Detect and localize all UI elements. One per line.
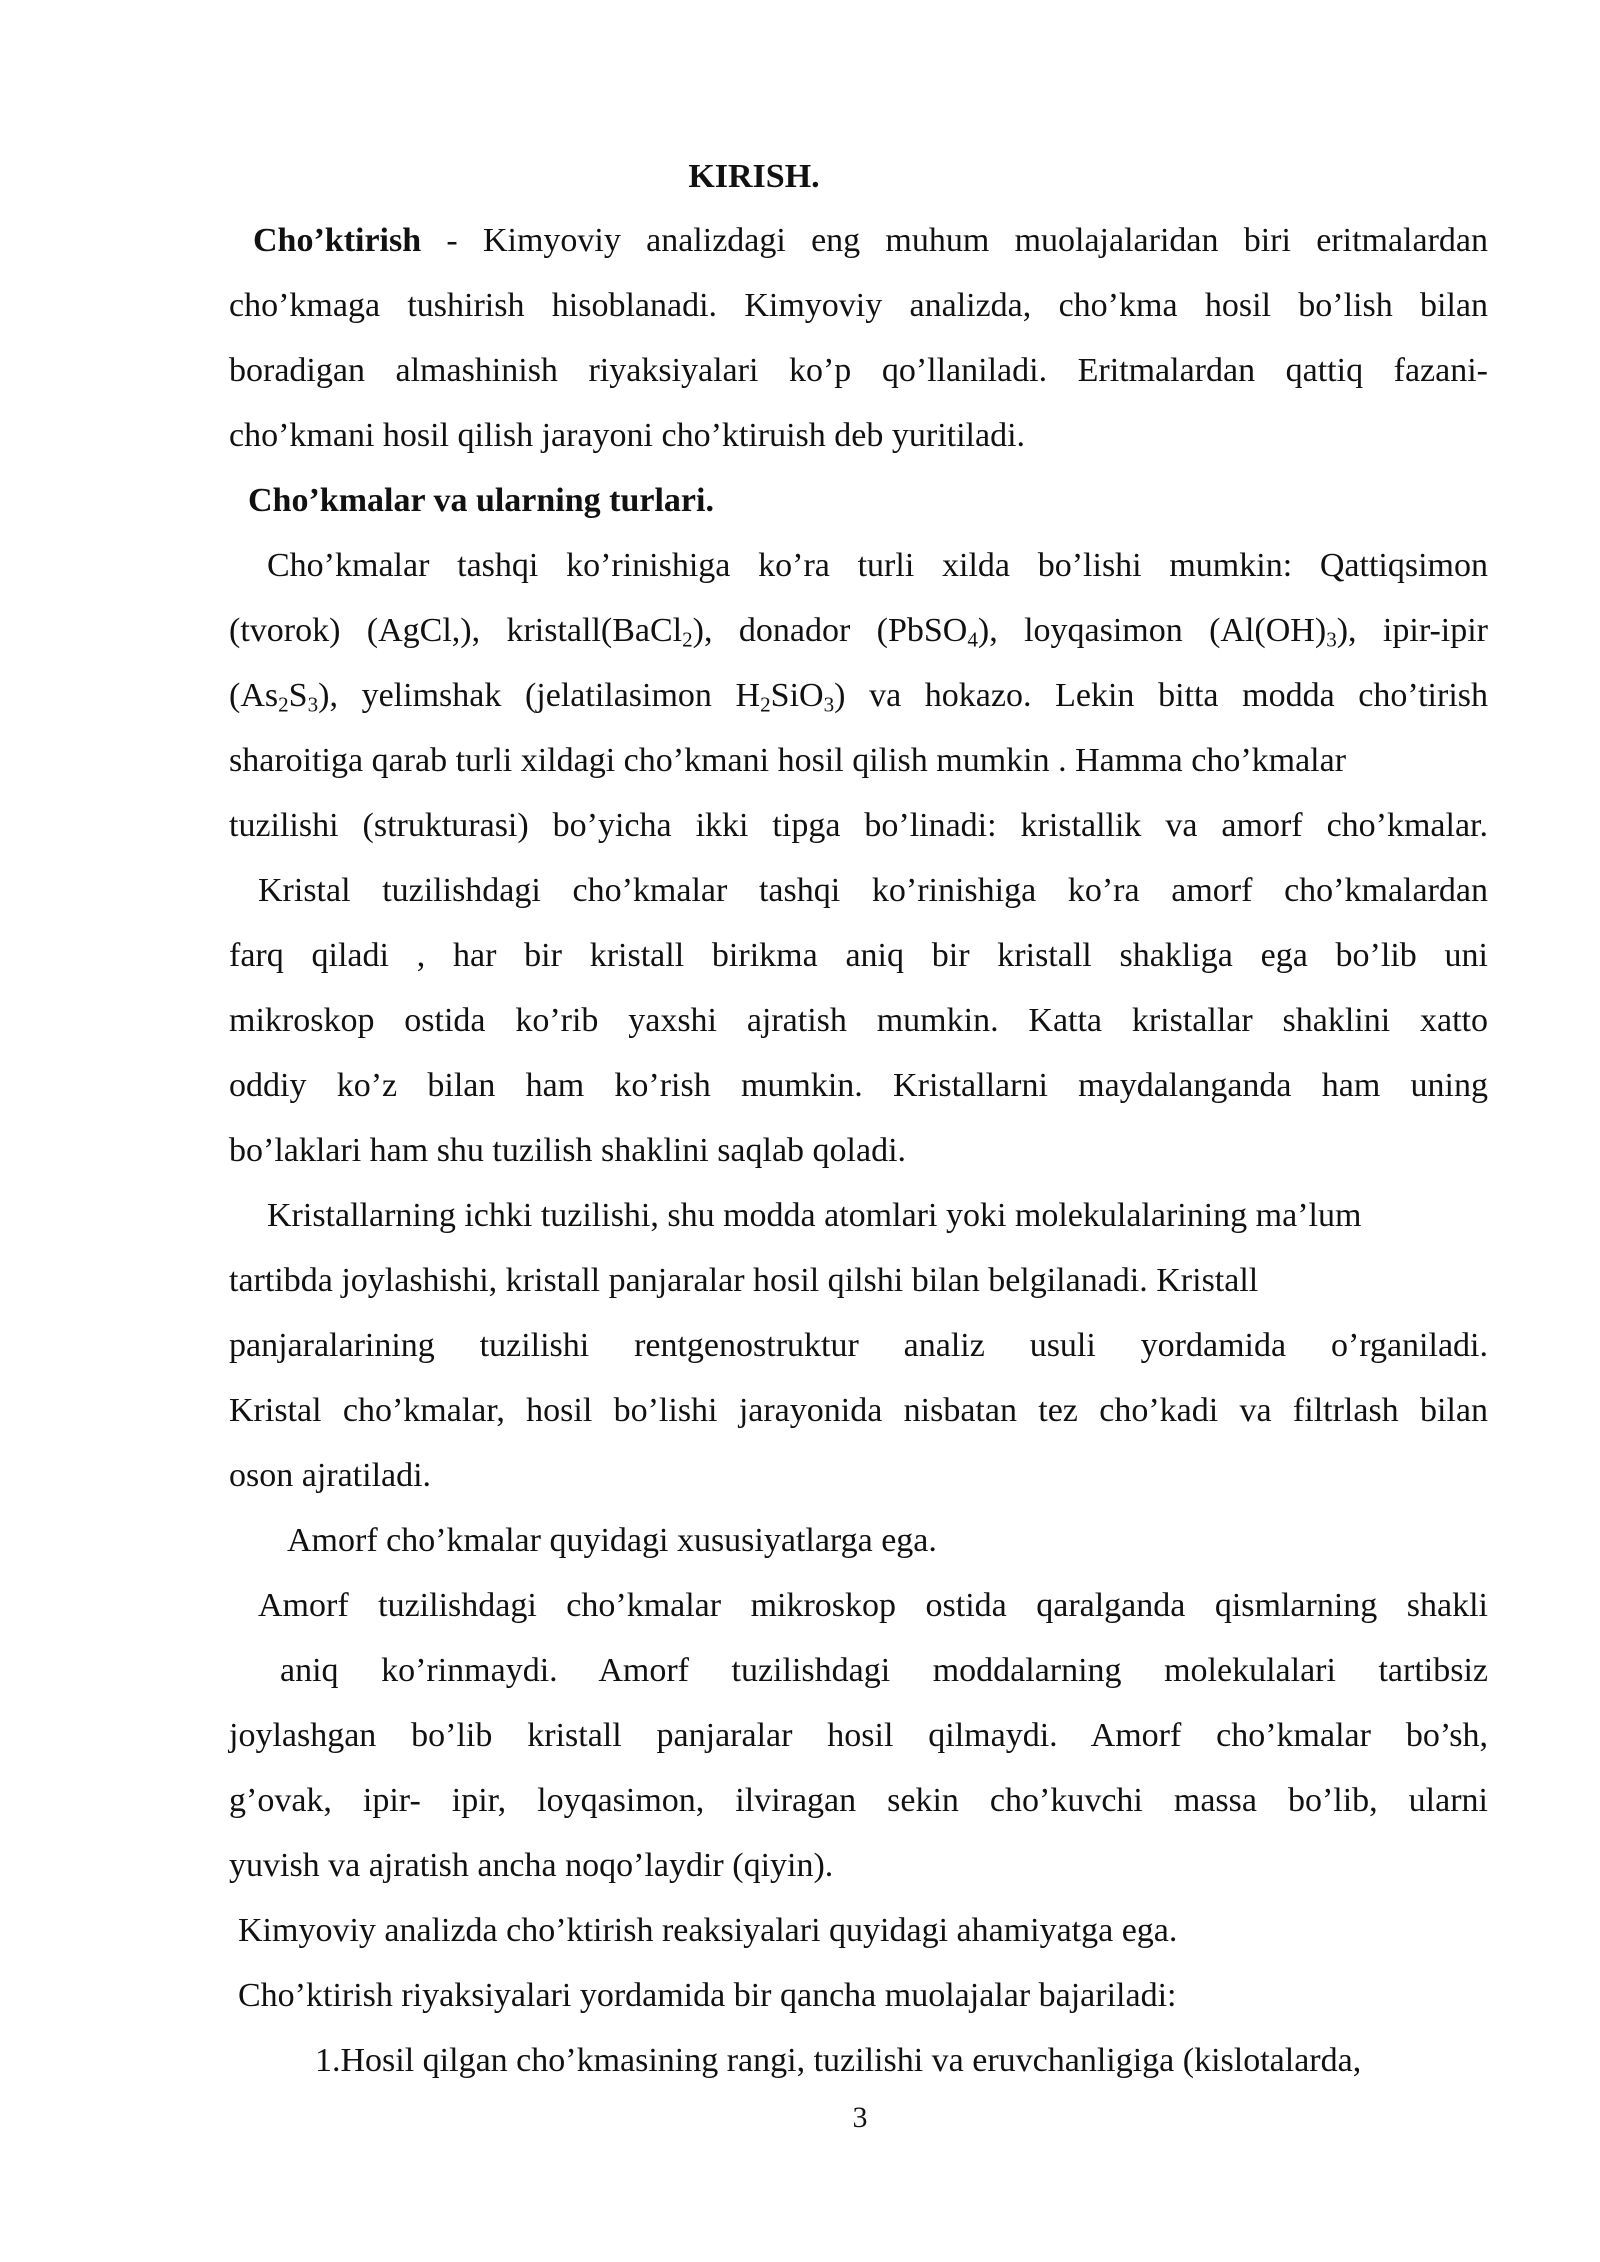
- page-title: KIRISH.: [688, 158, 820, 195]
- paragraph-8: Cho’ktirish riyaksiyalari yordamida bir qancha muolajalar bajariladi:: [238, 1977, 1177, 2014]
- paragraph-4-line-3: panjaralarining tuzilishi rentgenostruktur analiz usuli yordamida o’rganiladi.: [229, 1327, 1488, 1364]
- paragraph-2-line-3: $(As_2S_3)$, yelimshak (jelatilasimon $H_2SiO_3$) va hokazo. Lekin bitta modda cho’tirish: [229, 677, 1488, 717]
- paragraph-1-line-2: cho’kmaga tushirish hisoblanadi. Kimyoviy analizda, cho’kma hosil bo’lish bilan: [229, 287, 1488, 324]
- paragraph-2-line-4: sharoitiga qarab turli xildagi cho’kmani hosil qilish mumkin . Hamma cho’kmalar: [229, 742, 1347, 779]
- paragraph-3-line-3: mikroskop ostida ko’rib yaxshi ajratish mumkin. Katta kristallar shaklini xatto: [229, 1002, 1488, 1039]
- paragraph-2-line-1: Cho’kmalar tashqi ko’rinishiga ko’ra turli xilda bo’lishi mumkin: Qattiqsimon: [267, 547, 1488, 584]
- paragraph-4-line-4: Kristal cho’kmalar, hosil bo’lishi jarayonida nisbatan tez cho’kadi va filtrlash bilan: [229, 1392, 1488, 1429]
- paragraph-1-text: - Kimyoviy analizdagi eng muhum muolajalaridan biri eritmalardan: [421, 222, 1488, 259]
- page-number: 3: [852, 2101, 868, 2134]
- paragraph-1-line-4: cho’kmani hosil qilish jarayoni cho’ktiruish deb yuritiladi.: [229, 417, 1026, 454]
- paragraph-2-line-5: tuzilishi (strukturasi) bo’yicha ikki tipga bo’linadi: kristallik va amorf cho’kmalar.: [229, 807, 1488, 844]
- paragraph-6-line-3: joylashgan bo’lib kristall panjaralar hosil qilmaydi. Amorf cho’kmalar bo’sh,: [229, 1717, 1488, 1754]
- paragraph-3-line-1: Kristal tuzilishdagi cho’kmalar tashqi ko’rinishiga ko’ra amorf cho’kmalardan: [258, 872, 1488, 909]
- paragraph-5: Amorf cho’kmalar quyidagi xususiyatlarga ega.: [287, 1522, 937, 1559]
- paragraph-3-line-5: bo’laklari ham shu tuzilish shaklini saqlab qoladi.: [229, 1132, 907, 1169]
- paragraph-2-line-2: (tvorok) (AgCl,), kristall(BaCl$_2$), donador (PbSO$_4$), loyqasimon $(Al(OH)_3)$, ipir-ipir: [229, 612, 1488, 652]
- paragraph-3-line-4: oddiy ko’z bilan ham ko’rish mumkin. Kristallarni maydalanganda ham uning: [229, 1067, 1488, 1104]
- paragraph-1-line-3: boradigan almashinish riyaksiyalari ko’p qo’llaniladi. Eritmalardan qattiq fazani-: [229, 352, 1488, 389]
- paragraph-4-line-1: Kristallarning ichki tuzilishi, shu modda atomlari yoki molekulalarining ma’lum: [267, 1197, 1362, 1234]
- paragraph-4-line-5: oson ajratiladi.: [229, 1457, 432, 1494]
- paragraph-6-line-1: Amorf tuzilishdagi cho’kmalar mikroskop ostida qaralganda qismlarning shakli: [258, 1587, 1488, 1624]
- paragraph-6-line-4: g’ovak, ipir- ipir, loyqasimon, ilviragan sekin cho’kuvchi massa bo’lib, ularni: [229, 1782, 1488, 1819]
- paragraph-7: Kimyoviy analizda cho’ktirish reaksiyalari quyidagi ahamiyatga ega.: [238, 1912, 1178, 1949]
- paragraph-6-line-5: yuvish va ajratish ancha noqo’laydir (qiyin).: [229, 1847, 834, 1884]
- section-heading: Cho’kmalar va ularning turlari.: [248, 482, 714, 519]
- list-item-1: 1.Hosil qilgan cho’kmasining rangi, tuzilishi va eruvchanligiga (kislotalarda,: [315, 2042, 1362, 2079]
- paragraph-6-line-2: aniq ko’rinmaydi. Amorf tuzilishdagi moddalarning molekulalari tartibsiz: [280, 1652, 1488, 1689]
- term-choktirish: Cho’ktirish: [253, 222, 422, 259]
- paragraph-1-line-1: [253, 219, 1488, 263]
- paragraph-4-line-2: tartibda joylashishi, kristall panjaralar hosil qilshi bilan belgilanadi. Kristall: [229, 1262, 1259, 1299]
- paragraph-3-line-2: farq qiladi , har bir kristall birikma aniq bir kristall shakliga ega bo’lib uni: [229, 937, 1488, 974]
